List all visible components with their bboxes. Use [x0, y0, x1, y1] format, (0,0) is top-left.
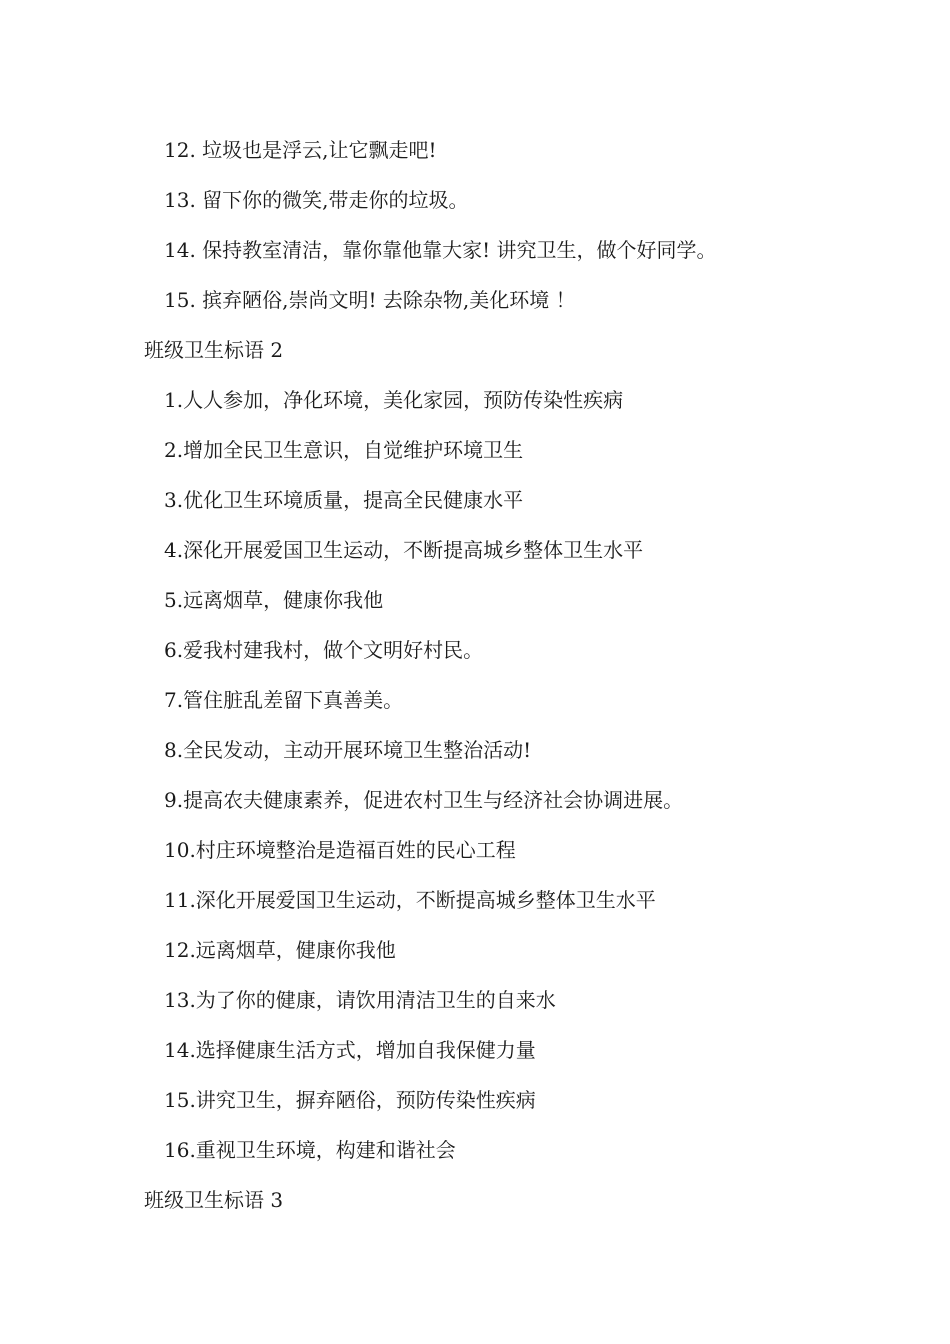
slogan-item: 9.提高农夫健康素养，促进农村卫生与经济社会协调进展。: [164, 788, 684, 812]
slogan-item: 8.全民发动，主动开展环境卫生整治活动!: [164, 738, 532, 762]
slogan-item: 4.深化开展爱国卫生运动，不断提高城乡整体卫生水平: [164, 538, 644, 562]
slogan-item: 5.远离烟草，健康你我他: [164, 588, 384, 612]
slogan-item: 10.村庄环境整治是造福百姓的民心工程: [164, 838, 516, 862]
slogan-item: 11.深化开展爱国卫生运动，不断提高城乡整体卫生水平: [164, 888, 656, 912]
slogan-item: 1.人人参加，净化环境，美化家园，预防传染性疾病: [164, 388, 624, 412]
slogan-item: 13.为了你的健康，请饮用清洁卫生的自来水: [164, 988, 556, 1012]
slogan-item: 15. 摈弃陋俗,崇尚文明! 去除杂物,美化环境 ！: [164, 288, 576, 312]
slogan-item: 13. 留下你的微笑,带走你的垃圾。: [164, 188, 469, 212]
slogan-item: 12.远离烟草，健康你我他: [164, 938, 396, 962]
slogan-item: 7.管住脏乱差留下真善美。: [164, 688, 404, 712]
slogan-item: 2.增加全民卫生意识，自觉维护环境卫生: [164, 438, 524, 462]
section-heading-2: 班级卫生标语 2: [144, 338, 284, 362]
section-heading-3: 班级卫生标语 3: [144, 1188, 284, 1212]
slogan-item: 15.讲究卫生，摒弃陋俗，预防传染性疾病: [164, 1088, 536, 1112]
slogan-item: 12. 垃圾也是浮云,让它飘走吧!: [164, 138, 437, 162]
slogan-item: 14.选择健康生活方式，增加自我保健力量: [164, 1038, 536, 1062]
slogan-item: 3.优化卫生环境质量，提高全民健康水平: [164, 488, 524, 512]
slogan-item: 14. 保持教室清洁，靠你靠他靠大家! 讲究卫生，做个好同学。: [164, 238, 717, 262]
slogan-item: 16.重视卫生环境，构建和谐社会: [164, 1138, 456, 1162]
slogan-item: 6.爱我村建我村，做个文明好村民。: [164, 638, 484, 662]
